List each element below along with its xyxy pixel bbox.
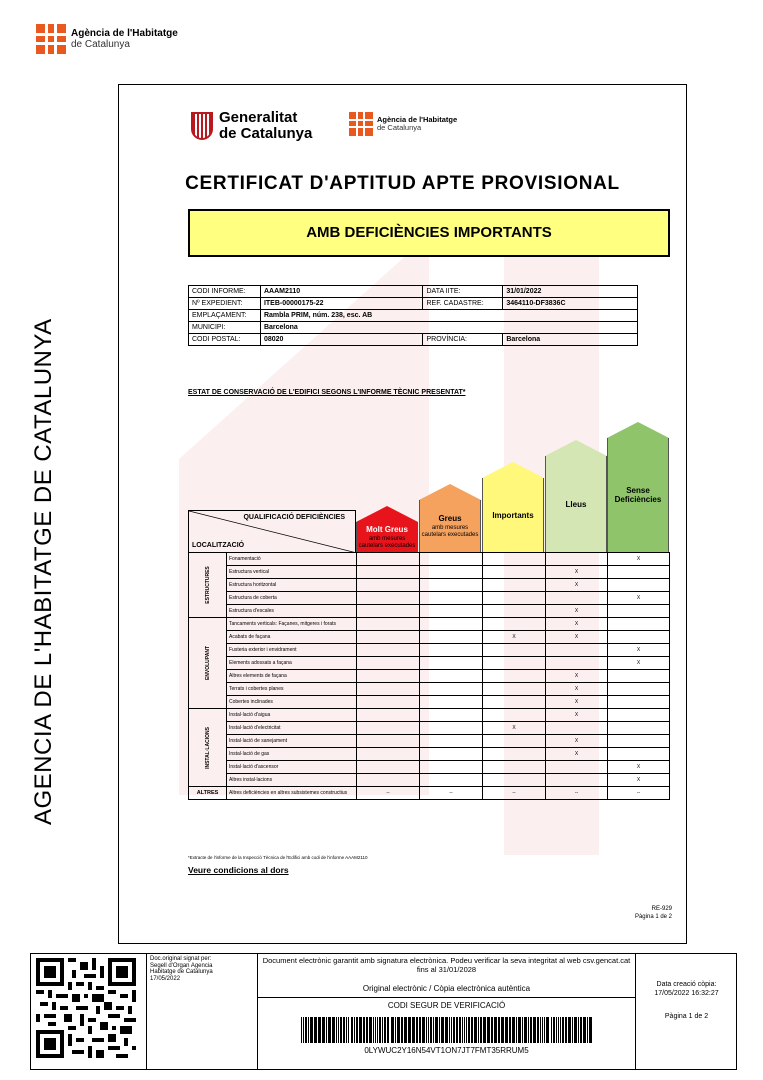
level-title: Sense Deficiències [614, 486, 662, 504]
mark-cell [608, 722, 670, 735]
table-row [189, 592, 670, 605]
mark-cell: X [608, 657, 670, 670]
mark-cell [357, 566, 420, 579]
group-label: ESTRUCTURES [204, 566, 211, 604]
item-label: Estructura horitzontal [227, 579, 357, 592]
level-title: Importants [492, 510, 534, 520]
mark-cell [483, 670, 546, 683]
mark-cell [420, 722, 483, 735]
info-row [189, 298, 638, 310]
mark-cell [608, 683, 670, 696]
mark-cell [357, 696, 420, 709]
info-value: 08020 [260, 334, 423, 346]
info-label: Nº EXPEDIENT: [189, 298, 261, 310]
item-label: Instal·lació d'aigua [227, 709, 357, 722]
level-column [419, 484, 481, 552]
mark-cell [483, 553, 546, 566]
mark-cell [483, 566, 546, 579]
deficiency-table [188, 552, 670, 800]
mark-cell [420, 774, 483, 787]
certificate-subtitle: AMB DEFICIÈNCIES IMPORTANTS [188, 209, 670, 257]
table-row [189, 748, 670, 761]
mark-cell [483, 696, 546, 709]
generalitat-logo [191, 110, 312, 142]
item-label: Tancaments verticals: Façanes, mitgeres i forats [227, 618, 357, 631]
mark-cell [546, 774, 608, 787]
item-label: Estructura de coberta [227, 592, 357, 605]
generalitat-line2: de Catalunya [219, 125, 313, 142]
mark-cell [357, 683, 420, 696]
mark-cell: X [483, 722, 546, 735]
generalitat-shield-icon [191, 112, 213, 140]
mark-cell [357, 709, 420, 722]
mark-cell: X [608, 553, 670, 566]
mark-cell: X [546, 566, 608, 579]
table-row [189, 683, 670, 696]
mark-cell [608, 631, 670, 644]
document-ref [629, 905, 672, 921]
mark-cell [420, 761, 483, 774]
mark-cell: X [546, 696, 608, 709]
agency-name: Agència de l'Habitatge [377, 115, 458, 124]
mark-cell [357, 774, 420, 787]
mark-cell [546, 657, 608, 670]
verification-block [258, 954, 635, 1069]
info-label: REF. CADASTRE: [423, 298, 503, 310]
veure-condicions-link[interactable]: Veure condicions al dors [188, 865, 289, 875]
item-label: Elements adossats a façana [227, 657, 357, 670]
mark-cell: X [546, 618, 608, 631]
mark-cell [357, 553, 420, 566]
info-row [189, 322, 638, 334]
level-column [545, 440, 607, 552]
csv-label: CODI SEGUR DE VERIFICACIÓ [387, 1001, 506, 1010]
info-row [189, 310, 638, 322]
info-value: Barcelona [260, 322, 637, 334]
item-label: Estructura d'escales [227, 605, 357, 618]
mark-cell [483, 748, 546, 761]
mark-cell: X [608, 644, 670, 657]
qualificacio-label: QUALIFICACIÓ DEFICIÈNCIES [243, 514, 345, 521]
mark-cell [420, 592, 483, 605]
mark-cell [357, 722, 420, 735]
verification-footer [30, 953, 737, 1070]
estat-heading: ESTAT DE CONSERVACIÓ DE L'EDIFICI SEGONS L'INFORME TÈCNIC PRESENTAT* [188, 389, 466, 396]
level-roof-icon [356, 506, 418, 522]
mark-cell [546, 592, 608, 605]
mark-cell [420, 618, 483, 631]
csv-code: 0LYWUC2Y16N54VT1ON7JT7FMT35RRUM5 [364, 1046, 529, 1055]
table-row [189, 787, 670, 800]
mark-cell [420, 709, 483, 722]
table-row [189, 696, 670, 709]
item-label: Altres elements de façana [227, 670, 357, 683]
signature-info: Doc.original signat per: Segell d'Organ Agencia Habitatge de Catalunya 17/05/2022 [146, 954, 258, 1069]
mark-cell [420, 605, 483, 618]
mark-cell: X [608, 592, 670, 605]
group-cell [189, 709, 227, 787]
group-cell [189, 618, 227, 709]
mark-cell: X [546, 579, 608, 592]
mark-cell [420, 553, 483, 566]
mark-cell [420, 657, 483, 670]
mark-cell [608, 605, 670, 618]
mark-cell [483, 735, 546, 748]
item-label: Fusteria exterior i envidrament [227, 644, 357, 657]
info-label: PROVÍNCIA: [423, 334, 503, 346]
agency-region: de Catalunya [377, 123, 422, 132]
mark-cell [357, 644, 420, 657]
mark-cell [483, 592, 546, 605]
mark-cell [357, 579, 420, 592]
mark-cell [357, 735, 420, 748]
item-label: Terrats i cobertes planes [227, 683, 357, 696]
item-label: Acabats de façana [227, 631, 357, 644]
certificate-title: CERTIFICAT D'APTITUD APTE PROVISIONAL [185, 173, 620, 194]
mark-cell [357, 605, 420, 618]
agency-name: Agència de l'Habitatge [71, 28, 178, 39]
agency-logo-icon [349, 112, 373, 136]
info-value: Rambla PRIM, núm. 238, esc. AB [260, 310, 637, 322]
mark-cell: -- [546, 787, 608, 800]
table-row [189, 579, 670, 592]
table-row [189, 709, 670, 722]
group-cell [189, 553, 227, 618]
page-number: Pàgina 1 de 2 [634, 914, 672, 920]
level-column [356, 506, 418, 552]
item-label: Instal·lació d'ascensor [227, 761, 357, 774]
item-label: Altres instal·lacions [227, 774, 357, 787]
level-column [482, 462, 544, 552]
generalitat-line1: Generalitat [219, 109, 298, 126]
level-roof-icon [545, 440, 607, 456]
info-label: MUNICIPI: [189, 322, 261, 334]
item-label: Instal·lació de gas [227, 748, 357, 761]
level-title: Lleus [565, 499, 587, 509]
copy-date-block [635, 954, 737, 1069]
level-roof-icon [482, 462, 544, 478]
level-title: Molt Greus [366, 524, 408, 534]
mark-cell [546, 761, 608, 774]
mark-cell [357, 657, 420, 670]
agency-region: de Catalunya [71, 39, 130, 50]
mark-cell [357, 748, 420, 761]
table-row [189, 644, 670, 657]
agency-logo-small [349, 112, 457, 136]
copy-type: Original electrònic / Còpia electrònica autèntica [258, 979, 635, 998]
mark-cell: X [546, 670, 608, 683]
mark-cell: X [546, 735, 608, 748]
guarantee-text: Document electrònic garantit amb signatura electrònica. Podeu verificar la seva integritat al web csv.gencat.cat fins al 31/01/2028 [262, 956, 631, 974]
mark-cell [420, 644, 483, 657]
barcode-icon [301, 1017, 593, 1043]
item-label: Cobertes inclinades [227, 696, 357, 709]
table-row [189, 670, 670, 683]
mark-cell [483, 618, 546, 631]
mark-cell [608, 618, 670, 631]
mark-cell [357, 592, 420, 605]
mark-cell [420, 683, 483, 696]
mark-cell [483, 774, 546, 787]
date-value: 17/05/2022 16:32:27 [654, 990, 719, 997]
table-row [189, 618, 670, 631]
table-row [189, 657, 670, 670]
mark-cell [420, 566, 483, 579]
mark-cell: X [546, 605, 608, 618]
mark-cell [357, 670, 420, 683]
group-label: INSTAL·LACIONS [204, 726, 211, 769]
info-value: 3464110-DF3836C [503, 298, 638, 310]
mark-cell: X [546, 631, 608, 644]
mark-cell [483, 644, 546, 657]
mark-cell [420, 631, 483, 644]
table-row [189, 605, 670, 618]
level-title: Greus [438, 513, 462, 523]
info-row [189, 286, 638, 298]
level-roof-icon [419, 484, 481, 500]
mark-cell [483, 605, 546, 618]
mark-cell [608, 579, 670, 592]
mark-cell [420, 748, 483, 761]
info-label: DATA IITE: [423, 286, 503, 298]
mark-cell: -- [357, 787, 420, 800]
table-row [189, 553, 670, 566]
info-value: Barcelona [503, 334, 638, 346]
level-subtitle: amb mesures cautelars executades [358, 535, 416, 549]
mark-cell [608, 696, 670, 709]
mark-cell [357, 761, 420, 774]
mark-cell [546, 644, 608, 657]
group-label: ENVOLUPANT [204, 645, 211, 681]
mark-cell [608, 670, 670, 683]
mark-cell [546, 722, 608, 735]
agency-logo-icon [36, 24, 66, 54]
info-table [188, 285, 638, 346]
mark-cell [420, 579, 483, 592]
ref-code: RE-929 [651, 906, 672, 912]
mark-cell: X [483, 631, 546, 644]
info-label: CODI INFORME: [189, 286, 261, 298]
table-row [189, 774, 670, 787]
info-value: ITEB-00000175-22 [260, 298, 423, 310]
mark-cell [357, 631, 420, 644]
mark-cell [420, 696, 483, 709]
mark-cell [608, 748, 670, 761]
mark-cell [483, 579, 546, 592]
mark-cell: -- [420, 787, 483, 800]
item-label: Altres deficiències en altres subsistemes constructius [227, 787, 357, 800]
qualificacio-header [188, 510, 356, 552]
mark-cell: -- [608, 787, 670, 800]
footer-page-number: Pàgina 1 de 2 [664, 1013, 709, 1020]
mark-cell [546, 553, 608, 566]
qr-code-icon [36, 958, 136, 1058]
table-row [189, 566, 670, 579]
footnote: *Extracte de l'informe de la Inspecció Tècnica de l'Edifici amb codi de l'informe AAAM2110 [188, 855, 368, 860]
group-cell: ALTRES [189, 787, 227, 800]
mark-cell [608, 566, 670, 579]
mark-cell [483, 657, 546, 670]
date-label: Data creació còpia: [656, 981, 717, 988]
side-agency-text: AGENCIA DE L'HABITATGE DE CATALUNYA [30, 318, 57, 825]
level-column [607, 422, 669, 552]
table-row [189, 631, 670, 644]
item-label: Instal·lació de sanejament [227, 735, 357, 748]
info-label: CODI POSTAL: [189, 334, 261, 346]
info-row [189, 334, 638, 346]
item-label: Estructura vertical [227, 566, 357, 579]
mark-cell [483, 683, 546, 696]
mark-cell [608, 709, 670, 722]
mark-cell [420, 735, 483, 748]
mark-cell: X [608, 774, 670, 787]
table-row [189, 735, 670, 748]
level-roof-icon [607, 422, 669, 438]
mark-cell [608, 735, 670, 748]
certificate-frame [118, 84, 687, 944]
mark-cell: X [608, 761, 670, 774]
mark-cell: -- [483, 787, 546, 800]
info-label: EMPLAÇAMENT: [189, 310, 261, 322]
table-row [189, 761, 670, 774]
mark-cell [483, 709, 546, 722]
mark-cell [483, 761, 546, 774]
mark-cell [357, 618, 420, 631]
mark-cell: X [546, 709, 608, 722]
mark-cell: X [546, 748, 608, 761]
info-value: 31/01/2022 [503, 286, 638, 298]
agency-logo [36, 24, 178, 54]
mark-cell: X [546, 683, 608, 696]
item-label: Instal·lació d'electricitat [227, 722, 357, 735]
info-value: AAAM2110 [260, 286, 423, 298]
table-row [189, 722, 670, 735]
level-subtitle: amb mesures cautelars executades [421, 524, 479, 538]
mark-cell [420, 670, 483, 683]
level-columns [356, 412, 669, 552]
localitzacio-label: LOCALITZACIÓ [192, 542, 245, 549]
item-label: Fonamentació [227, 553, 357, 566]
